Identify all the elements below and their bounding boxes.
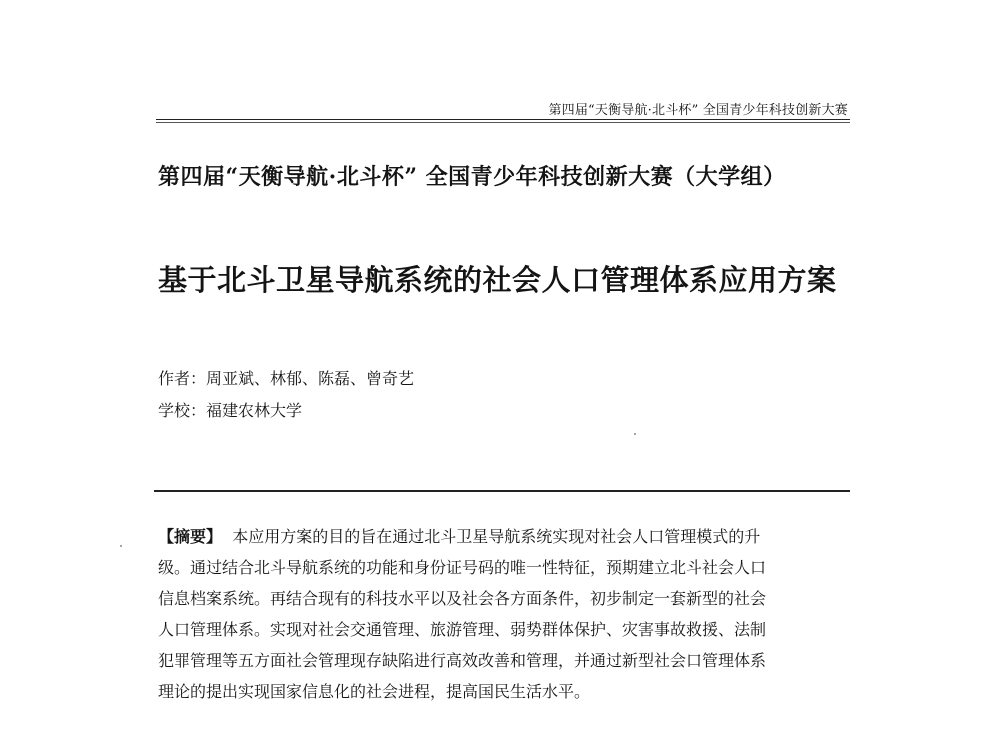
abstract-line: 人口管理体系。实现对社会交通管理、旅游管理、弱势群体保护、灾害事故救援、法制: [158, 620, 767, 639]
section-divider: [154, 490, 850, 492]
authors-label: 作者：: [158, 369, 207, 388]
authors-line: [158, 366, 414, 389]
abstract-line: 信息档案系统。再结合现有的科技水平以及社会各方面条件，初步制定一套新型的社会: [158, 589, 767, 608]
header-rule-thin: [156, 122, 850, 123]
school-value: 福建农林大学: [206, 401, 303, 420]
abstract: [158, 521, 848, 707]
school-label: 学校：: [158, 401, 207, 420]
abstract-line: 理论的提出实现国家信息化的社会进程，提高国民生活水平。: [158, 682, 591, 701]
abstract-line: [158, 521, 848, 552]
abstract-text: 本应用方案的目的旨在通过北斗卫星导航系统实现对社会人口管理模式的升: [232, 527, 761, 546]
header-rule: [156, 119, 850, 120]
scan-speck: [634, 433, 636, 435]
competition-title: 第四届“天衡导航·北斗杯” 全国青少年科技创新大赛（大学组）: [158, 164, 786, 190]
running-head: 第四届“天衡导航·北斗杯” 全国青少年科技创新大赛: [548, 103, 848, 118]
scan-speck: [120, 545, 122, 547]
school-line: [158, 398, 302, 421]
paper-title: 基于北斗卫星导航系统的社会人口管理体系应用方案: [158, 263, 837, 297]
abstract-label: 【摘要】: [158, 527, 223, 546]
abstract-line: 犯罪管理等五方面社会管理现存缺陷进行高效改善和管理，并通过新型社会口管理体系: [158, 651, 767, 670]
abstract-line: 级。通过结合北斗导航系统的功能和身份证号码的唯一性特征，预期建立北斗社会人口: [158, 558, 767, 577]
authors-value: 周亚斌、林郁、陈磊、曾奇艺: [206, 369, 415, 388]
